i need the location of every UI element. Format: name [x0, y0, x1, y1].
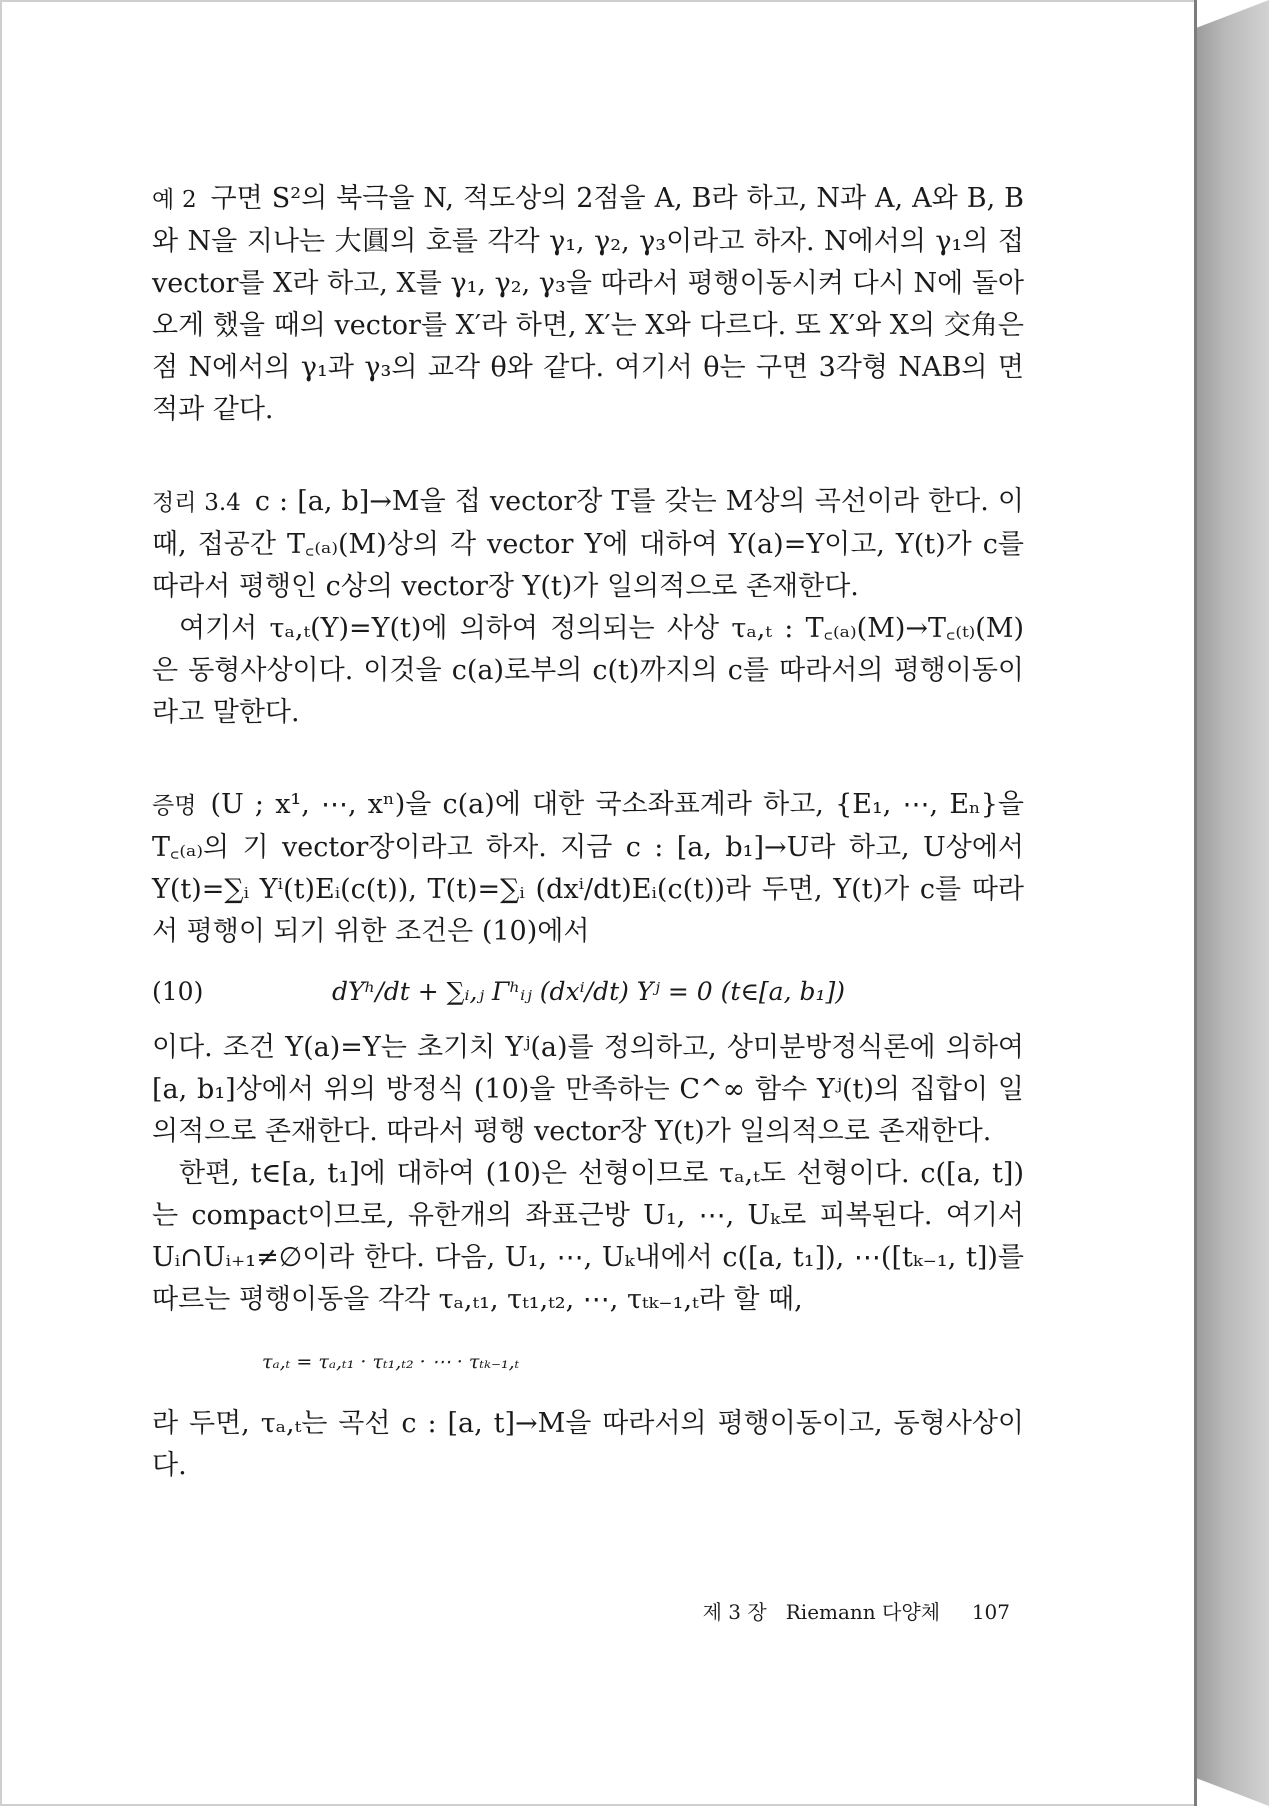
proof-paragraph [152, 784, 1024, 953]
equation-10 [152, 971, 1024, 1013]
theorem-paragraph [152, 481, 1024, 608]
proof-paragraph-4: 라 두면, τₐ,ₜ는 곡선 c : [a, t]→M을 따라서의 평행이동이고, 동형사상이다. [152, 1408, 1024, 1481]
footer-chapter: 제 3 장 [702, 1600, 767, 1624]
equation-body: dYʰ/dt + ∑ᵢ,ⱼ Γʰᵢⱼ (dxⁱ/dt) Yʲ = 0 (t∈[a, b₁]) [332, 977, 846, 1006]
theorem-text: c : [a, b]→M을 접 vector장 T를 갖는 M상의 곡선이라 한다. 이때, 접공간 T꜀₍ₐ₎(M)상의 각 vector Y에 대하여 Y(a)=Y이고, Y(t)가 c를 따라서 평행인 c상의 vector장 Y(t)가 일의적으로 존재한다. [152, 486, 1025, 602]
footer-title: Riemann 다양체 [785, 1600, 941, 1624]
page-number: 107 [971, 1600, 1010, 1624]
proof-paragraph-3: 한편, t∈[a, t₁]에 대하여 (10)은 선형이므로 τₐ,ₜ도 선형이다. c([a, t])는 compact이므로, 유한개의 좌표근방 U₁, ⋯, Uₖ로 피복된다. 여기서 Uᵢ∩Uᵢ₊₁≠∅이라 한다. 다음, U₁, ⋯, Uₖ내에서 c([a, t₁]), ⋯([tₖ₋₁, t])를 따르는 평행이동을 각각 τₐ,ₜ₁, τₜ₁,ₜ₂, ⋯, τₜₖ₋₁,ₜ라 할 때, [152, 1158, 1024, 1315]
page-edge [1194, 0, 1197, 1806]
proof-label: 증명 [152, 793, 197, 819]
section-gap [152, 431, 1024, 481]
composition-equation: τₐ,ₜ = τₐ,ₜ₁ · τₜ₁,ₜ₂ · ⋯ · τₜₖ₋₁,ₜ [262, 1351, 520, 1373]
book-spine-top-corner [1196, 0, 1269, 28]
page-footer [670, 1596, 1010, 1625]
proof-text: (U ; x¹, ⋯, xⁿ)을 c(a)에 대한 국소좌표계라 하고, {E₁, ⋯, Eₙ}을 T꜀₍ₐ₎의 기 vector장이라고 하자. 지금 c : [a, b₁]→U라 하고, U상에서 Y(t)=∑ᵢ Yⁱ(t)Eᵢ(c(t)), T(t)=∑ᵢ (dxⁱ/dt)Eᵢ(c(t))라 두면, Y(t)가 c를 따라서 평행이 되기 위한 조건은 (10)에서 [152, 789, 1024, 947]
example-text: 구면 S²의 북극을 N, 적도상의 2점을 A, B라 하고, N과 A, A와 B, B와 N을 지나는 大圓의 호를 각각 γ₁, γ₂, γ₃이라고 하자. N에서의 γ₁의 접 vector를 X라 하고, X를 γ₁, γ₂, γ₃을 따라서 평행이동시켜 다시 N에 돌아오게 했을 때의 vector를 X′라 하면, X′는 X와 다르다. 또 X′와 X의 交角은 점 N에서의 γ₁과 γ₃의 교각 θ와 같다. 여기서 θ는 구면 3각형 NAB의 면적과 같다. [152, 183, 1024, 425]
equation-number: (10) [152, 977, 204, 1006]
theorem-paragraph-2: 여기서 τₐ,ₜ(Y)=Y(t)에 의하여 정의되는 사상 τₐ,ₜ : T꜀₍ₐ₎(M)→T꜀₍ₜ₎(M)은 동형사상이다. 이것을 c(a)로부의 c(t)까지의 c를 따라서의 평행이동이라고 말한다. [152, 613, 1024, 728]
theorem-label: 정리 3.4 [152, 490, 241, 516]
page-content [152, 178, 1024, 1487]
example-label: 예 2 [152, 187, 197, 213]
example-paragraph [152, 178, 1024, 431]
book-spine [1196, 0, 1269, 1806]
section-gap [152, 734, 1024, 784]
book-spine-bottom-corner [1196, 1778, 1269, 1806]
proof-paragraph-2: 이다. 조건 Y(a)=Y는 초기치 Yʲ(a)를 정의하고, 상미분방정식론에 의하여 [a, b₁]상에서 위의 방정식 (10)을 만족하는 C^∞ 함수 Yʲ(t)의 집합이 일의적으로 존재한다. 따라서 평행 vector장 Y(t)가 일의적으로 존재한다. [152, 1032, 1024, 1147]
